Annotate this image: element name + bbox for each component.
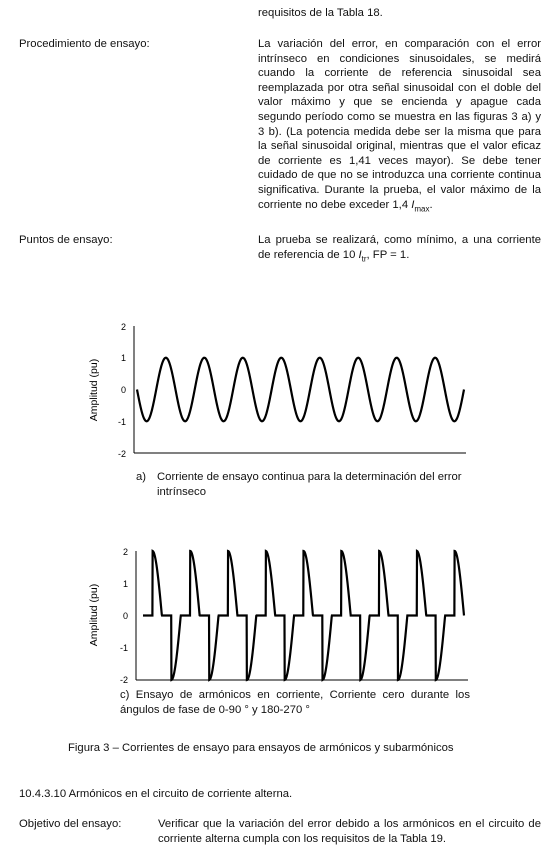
chart-c-caption: c) Ensayo de armónicos en corriente, Corriente cero durante los ángulos de fase de 0-90 ° y 180-270 ° bbox=[120, 689, 470, 716]
chart-a-caption: Corriente de ensayo continua para la determinación del error intrínseco bbox=[157, 471, 462, 498]
itr-symbol: I bbox=[358, 248, 362, 261]
puntos-body-b: , FP = 1. bbox=[366, 248, 410, 261]
chart-c-ylabel: Amplitud (pu) bbox=[88, 583, 100, 647]
chart-c-tick-1: 1 bbox=[122, 579, 128, 589]
objetivo-label: Objetivo del ensayo: bbox=[19, 818, 122, 830]
chart-c-tick-m1: -1 bbox=[119, 643, 128, 653]
procedimiento-label: Procedimiento de ensayo: bbox=[19, 38, 150, 50]
chart-a-ticks bbox=[118, 322, 126, 459]
top-continuation-text: requisitos de la Tabla 18. bbox=[258, 7, 383, 19]
chart-a-ylabel: Amplitud (pu) bbox=[88, 358, 100, 422]
procedimiento-text bbox=[258, 37, 541, 216]
chart-c-ticks bbox=[120, 547, 128, 685]
section-heading: 10.4.3.10 Armónicos en el circuito de corriente alterna. bbox=[19, 788, 293, 800]
imax-subscript: max bbox=[414, 203, 430, 213]
chart-c-series-line bbox=[143, 551, 464, 680]
procedimiento-body: La variación del error, en comparación con el error intrínseco en condiciones sinusoidales, se medirá cuando la corriente de referencia sinusoidal sea reemplazada por otra señal sinusoidal con el doble del valor máximo y que se encienda y apague cada segundo período como se muestra en las figuras 3 a) y 3 b). (La potencia medida debe ser la misma que para la señal sinusoidal original, mientras que el valor eficaz de corriente es 1,41 veces mayor). Se debe tener cuidado de que no se introduzca una corriente continua significativa. Durante la prueba, el valor máximo de la corriente no debe exceder 1,4 bbox=[258, 38, 541, 211]
puntos-body-a: La prueba se realizará, como mínimo, a una corriente de referencia de 10 bbox=[258, 234, 541, 261]
puntos-label: Puntos de ensayo: bbox=[19, 234, 113, 246]
chart-a-tick-m2: -2 bbox=[117, 449, 126, 459]
chart-a-tick-0: 0 bbox=[120, 385, 126, 395]
chart-a-series-line bbox=[137, 358, 464, 422]
imax-end: . bbox=[429, 198, 433, 211]
itr-subscript: tr bbox=[361, 253, 367, 263]
chart-a-tick-1: 1 bbox=[120, 353, 126, 363]
chart-a-sine bbox=[80, 318, 480, 463]
chart-c-tick-2: 2 bbox=[122, 547, 128, 557]
puntos-text bbox=[258, 233, 541, 266]
imax-symbol: I bbox=[411, 198, 415, 211]
chart-c-tick-0: 0 bbox=[122, 611, 128, 621]
chart-c-tick-m2: -2 bbox=[119, 675, 128, 685]
chart-c-phase-fired bbox=[80, 543, 480, 688]
objetivo-text: Verificar que la variación del error debido a los armónicos en el circuito de corriente alterna cumpla con los requisitos de la Tabla 19. bbox=[158, 818, 541, 845]
chart-a-tick-m1: -1 bbox=[117, 417, 126, 427]
chart-a-caption-letter: a) bbox=[136, 471, 147, 483]
figure-title: Figura 3 – Corrientes de ensayo para ensayos de armónicos y subarmónicos bbox=[68, 742, 454, 754]
chart-a-tick-2: 2 bbox=[120, 322, 126, 332]
chart-a-axes bbox=[134, 326, 466, 453]
